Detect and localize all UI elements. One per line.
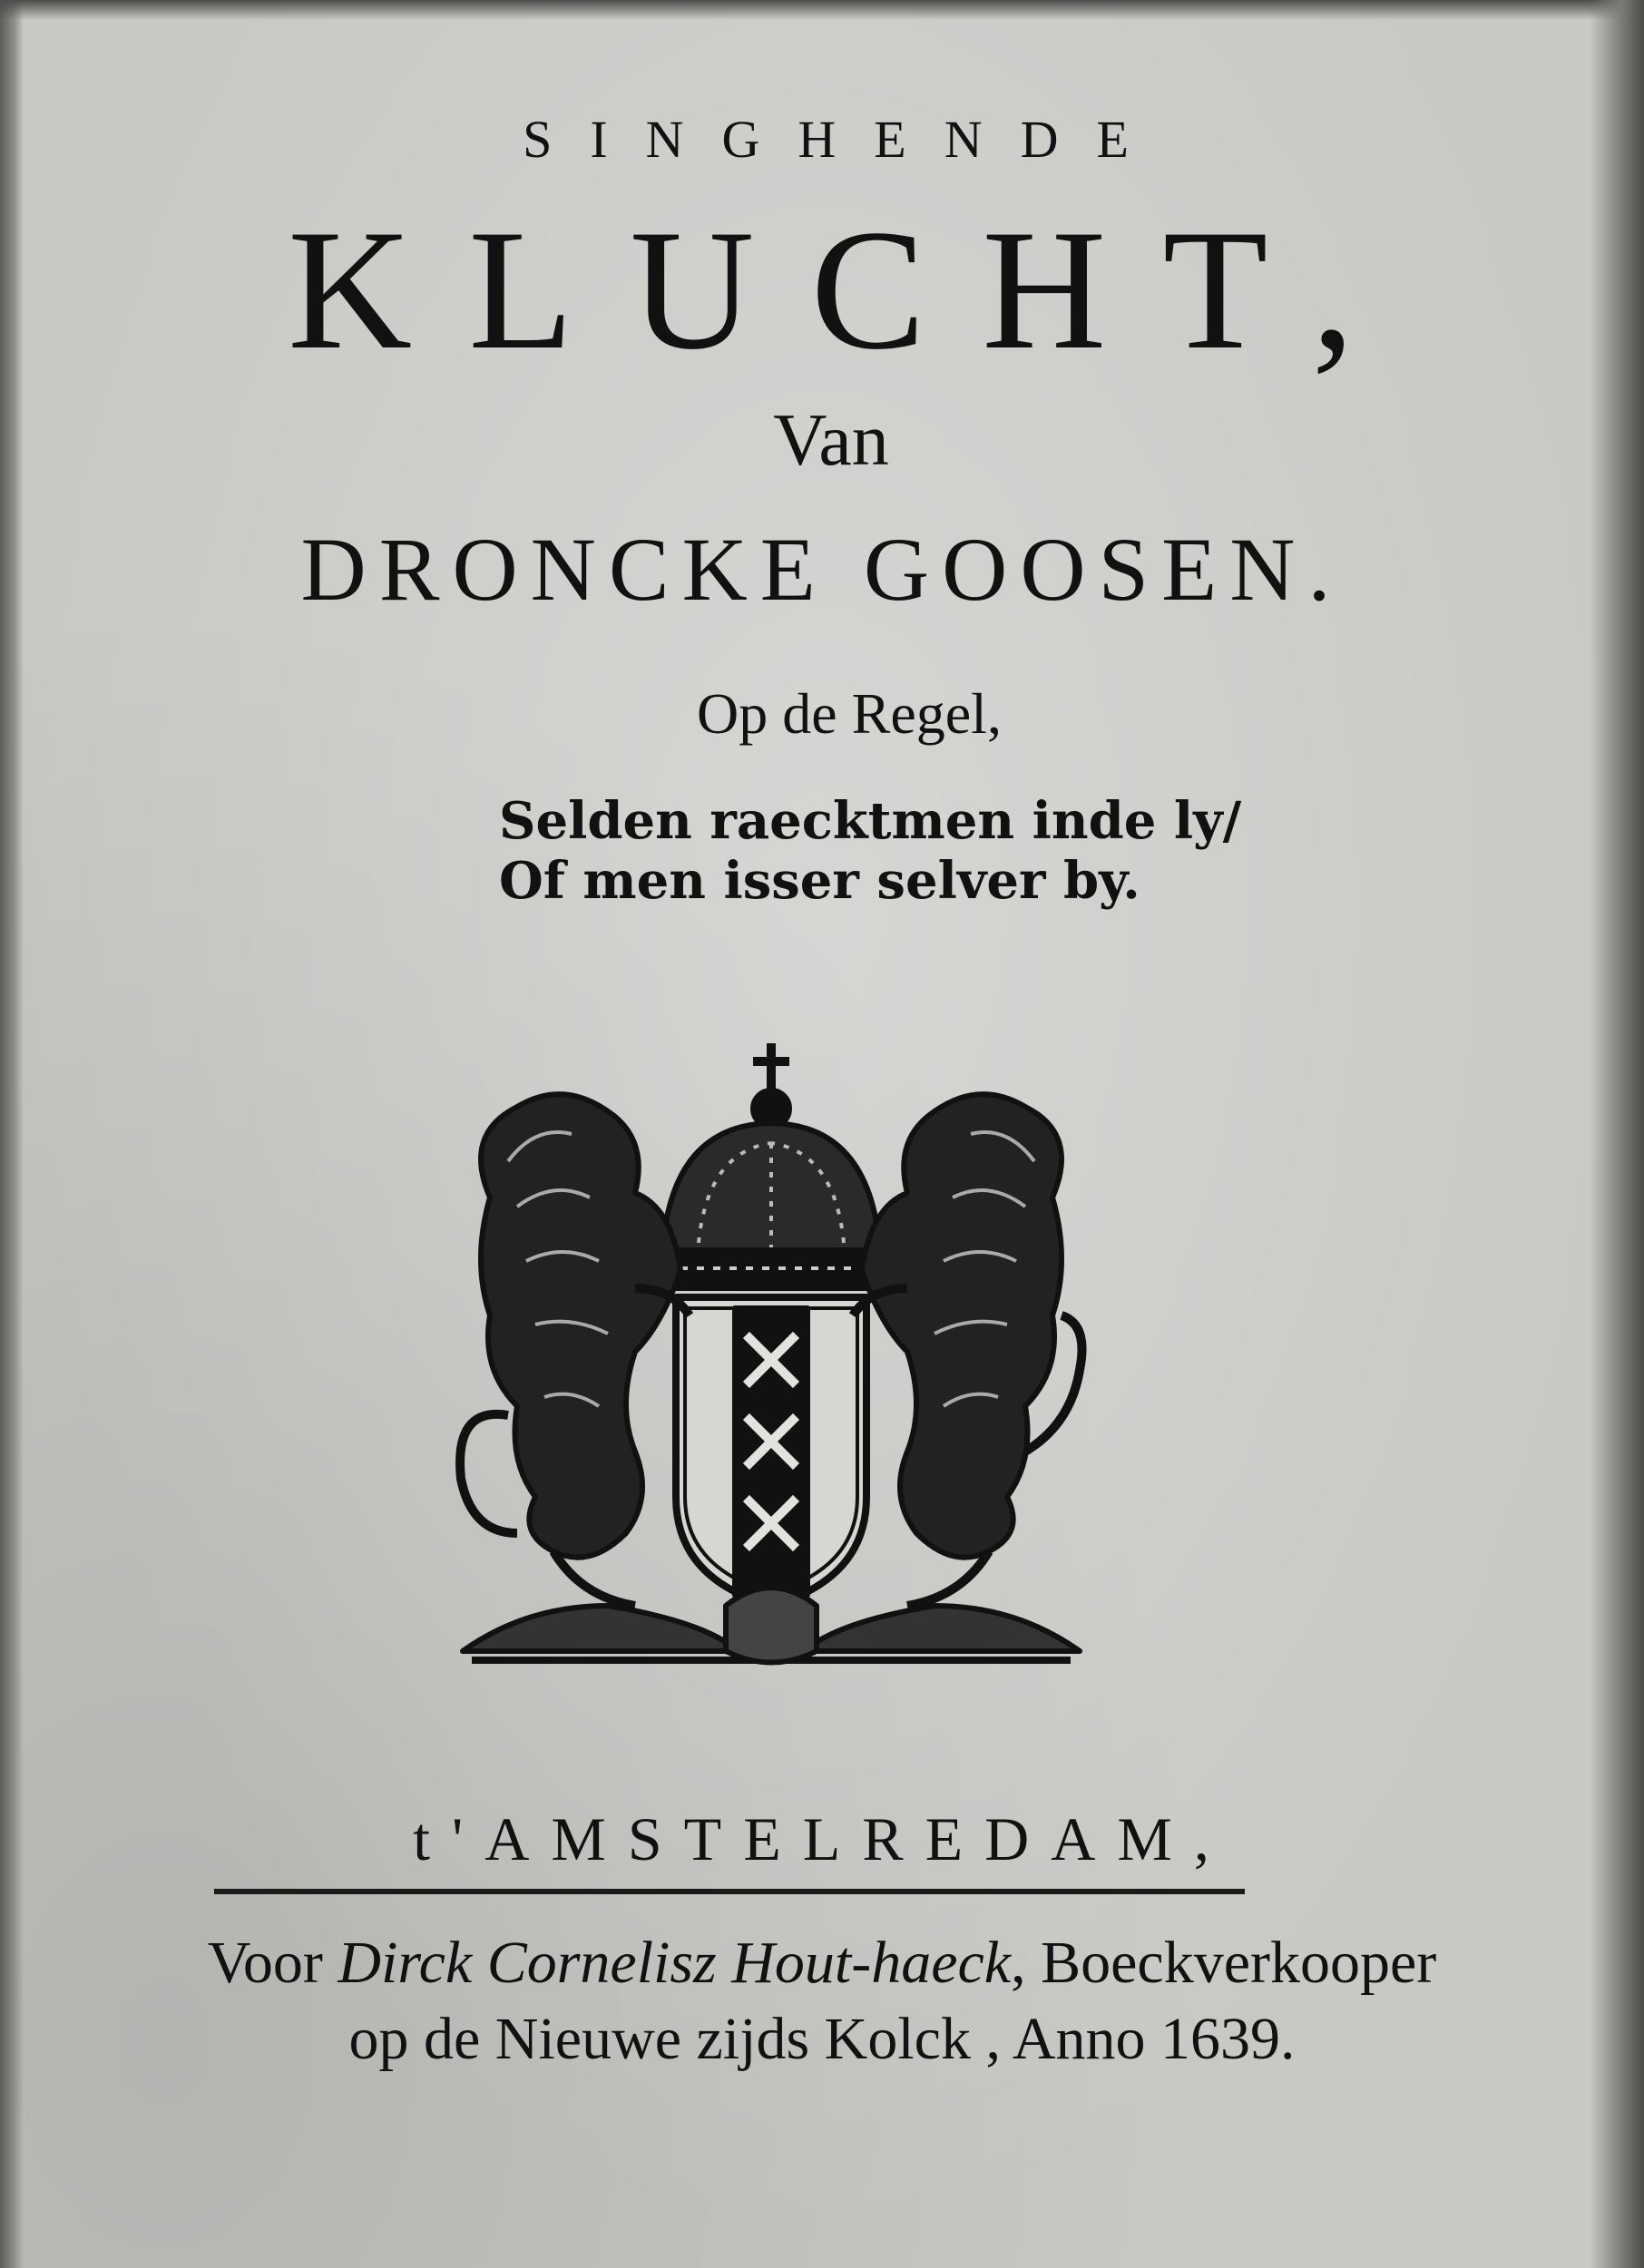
page-top-edge bbox=[0, 0, 1644, 20]
subject-title: DRONCKE GOOSEN. bbox=[300, 519, 1344, 620]
page-left-edge bbox=[0, 0, 24, 2268]
title-van: Van bbox=[773, 398, 889, 481]
imprint-line-1 bbox=[0, 1929, 1644, 1998]
horizontal-rule bbox=[214, 1889, 1245, 1894]
imprint-trade: , Boeckverkooper bbox=[1011, 1930, 1437, 1996]
amsterdam-coat-of-arms-icon bbox=[454, 1025, 1089, 1678]
imprint-voor: Voor bbox=[207, 1930, 338, 1996]
main-title: KLUCHT, bbox=[288, 195, 1411, 386]
motto-line-2: Of men isser selver by. bbox=[499, 851, 1140, 911]
imprint-line-2: op de Nieuwe zijds Kolck , Anno 1639. bbox=[348, 2006, 1296, 2072]
regel-intro: Op de Regel, bbox=[697, 681, 1002, 746]
place-of-publication: t'AMSTELREDAM, bbox=[413, 1804, 1231, 1873]
supertitle: SINGHENDE bbox=[523, 110, 1167, 169]
motto-line-1: Selden raecktmen inde ly/ bbox=[499, 791, 1242, 851]
imprint-printer: Dirck Cornelisz Hout-haeck bbox=[338, 1930, 1012, 1996]
